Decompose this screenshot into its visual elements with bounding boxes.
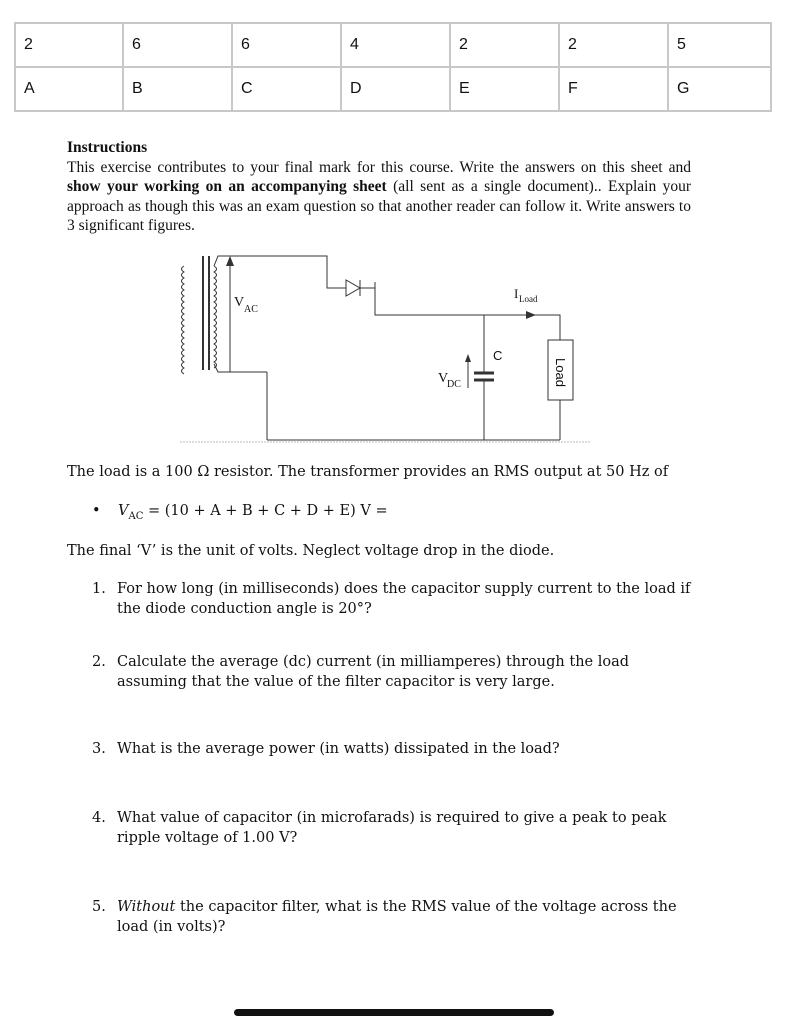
question-text — [117, 897, 702, 937]
question-emphasis: Without — [117, 899, 176, 915]
instructions-text-1: This exercise contributes to your final mark for this course. Write the answers on this sheet and — [67, 158, 691, 176]
id-value-cell: 2 — [450, 23, 559, 67]
home-indicator[interactable] — [234, 1009, 554, 1016]
formula-rest: = (10 + A + B + C + D + E) V = — [143, 503, 388, 519]
question-item — [92, 897, 702, 937]
id-values-row — [15, 23, 771, 67]
question-text: What value of capacitor (in microfarads) is required to give a peak to peak ripple voltage of 1.00 V? — [117, 810, 667, 846]
question-text-rest: the capacitor filter, what is the RMS value of the voltage across the load (in volts)? — [117, 899, 677, 935]
question-number: 2. — [92, 654, 106, 670]
instructions-text-2: (all sent as a single document).. Explain your approach as though this was an exam question so that another reader can follow it. Write answers to 3 significant figures. — [67, 178, 692, 234]
vdc-label-sub: DC — [447, 379, 461, 390]
question-item — [92, 808, 702, 848]
id-value-cell: 6 — [232, 23, 341, 67]
rectifier-circuit-diagram — [170, 248, 590, 448]
instructions-heading: Instructions — [67, 139, 148, 156]
iload-label-sub: Load — [519, 294, 538, 304]
instructions-bold-text: show your working on an accompanying sheet — [67, 178, 387, 195]
question-text: What is the average power (in watts) dissipated in the load? — [117, 741, 560, 757]
id-letters-row — [15, 67, 771, 111]
primary-coil — [182, 266, 185, 374]
id-value-cell: 5 — [668, 23, 771, 67]
vac-label: V — [234, 295, 245, 310]
question-item — [92, 652, 702, 692]
id-letter-cell: F — [559, 67, 668, 111]
id-value-cell: 2 — [559, 23, 668, 67]
question-number: 1. — [92, 581, 106, 597]
formula-v: V — [118, 503, 129, 519]
question-number: 3. — [92, 741, 106, 757]
id-letter-cell: A — [15, 67, 123, 111]
id-letter-cell: D — [341, 67, 450, 111]
load-description: The load is a 100 Ω resistor. The transformer provides an RMS output at 50 Hz of — [67, 464, 669, 480]
id-value-cell: 6 — [123, 23, 232, 67]
student-id-table — [14, 22, 772, 112]
vdc-label: V — [438, 371, 449, 386]
id-value-cell: 4 — [341, 23, 450, 67]
id-letter-cell: B — [123, 67, 232, 111]
final-note: The final ‘V’ is the unit of volts. Neglect voltage drop in the diode. — [67, 543, 555, 559]
capacitor-label: C — [493, 348, 503, 363]
iload-label: I — [514, 286, 519, 301]
question-item — [92, 739, 702, 759]
vac-label-sub: AC — [244, 304, 258, 315]
question-item — [92, 579, 702, 619]
secondary-coil — [214, 266, 217, 368]
id-letter-cell: E — [450, 67, 559, 111]
id-letter-cell: G — [668, 67, 771, 111]
question-text: Calculate the average (dc) current (in milliamperes) through the load assuming that the value of the filter capacitor is very large. — [117, 654, 630, 690]
id-letter-cell: C — [232, 67, 341, 111]
question-number: 4. — [92, 810, 106, 826]
vac-formula-line — [92, 503, 388, 522]
load-label: Load — [553, 358, 568, 387]
formula-sub: AC — [128, 510, 144, 522]
question-text: For how long (in milliseconds) does the capacitor supply current to the load if the diode conduction angle is 20°? — [117, 581, 691, 617]
question-number: 5. — [92, 899, 106, 915]
diode-symbol — [346, 280, 360, 296]
bullet-point: • — [92, 503, 101, 519]
id-value-cell: 2 — [15, 23, 123, 67]
instructions-block — [67, 138, 691, 236]
